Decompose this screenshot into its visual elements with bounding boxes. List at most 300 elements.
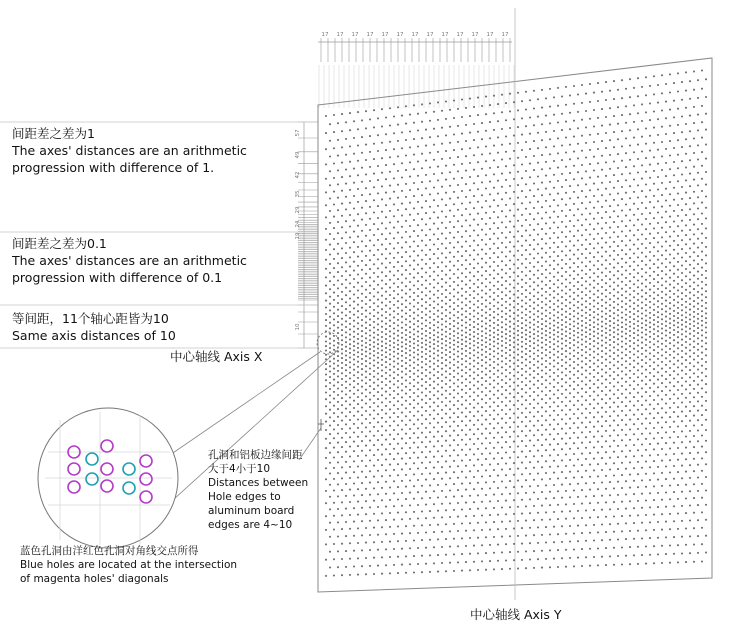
perforation-hole (597, 296, 599, 298)
perforation-hole (669, 313, 671, 315)
perforation-hole (701, 497, 703, 499)
perforation-hole (641, 507, 643, 509)
perforation-hole (505, 280, 507, 282)
perforation-hole (337, 295, 339, 297)
perforation-hole (345, 294, 347, 296)
perforation-hole (465, 366, 467, 368)
perforation-hole (537, 243, 539, 245)
perforation-hole (581, 565, 583, 567)
perforation-hole (369, 312, 371, 314)
perforation-hole (581, 334, 583, 336)
perforation-hole (345, 381, 347, 383)
perforation-hole (653, 127, 655, 129)
perforation-hole (341, 257, 343, 259)
perforation-hole (469, 508, 471, 510)
perforation-hole (493, 367, 495, 369)
perforation-hole (453, 308, 455, 310)
top-dimension-label: 17 (367, 32, 374, 38)
perforation-hole (589, 333, 591, 335)
perforation-hole (449, 466, 451, 468)
perforation-hole (393, 191, 395, 193)
perforation-hole (537, 402, 539, 404)
perforation-hole (645, 391, 647, 393)
perforation-hole (433, 233, 435, 235)
perforation-hole (617, 319, 619, 321)
perforation-hole (509, 231, 511, 233)
perforation-hole (425, 254, 427, 256)
perforation-hole (489, 152, 491, 154)
perforation-hole (505, 119, 507, 121)
perforation-hole (333, 306, 335, 308)
perforation-hole (469, 352, 471, 354)
perforation-hole (489, 274, 491, 276)
perforation-hole (533, 342, 535, 344)
perforation-hole (465, 219, 467, 221)
perforation-hole (361, 269, 363, 271)
perforation-hole (557, 255, 559, 257)
perforation-hole (421, 218, 423, 220)
perforation-hole (537, 252, 539, 254)
perforation-hole (525, 353, 527, 355)
perforation-hole (649, 506, 651, 508)
perforation-hole (409, 457, 411, 459)
perforation-hole (401, 303, 403, 305)
perforation-hole (405, 474, 407, 476)
perforation-hole (385, 405, 387, 407)
perforation-hole (645, 292, 647, 294)
perforation-hole (489, 320, 491, 322)
perforation-hole (373, 337, 375, 339)
perforation-hole (557, 105, 559, 107)
perforation-hole (509, 315, 511, 317)
perforation-hole (525, 156, 527, 158)
perforation-hole (621, 385, 623, 387)
perforation-hole (541, 123, 543, 125)
perforation-hole (337, 521, 339, 523)
perforation-hole (377, 276, 379, 278)
side-dimension-label: 24 (295, 220, 301, 227)
perforation-hole (497, 514, 499, 516)
perforation-hole (553, 329, 555, 331)
perforation-hole (493, 469, 495, 471)
perforation-hole (581, 373, 583, 375)
perforation-hole (697, 327, 699, 329)
perforation-hole (645, 418, 647, 420)
perforation-hole (625, 508, 627, 510)
perforation-hole (501, 409, 503, 411)
perforation-hole (353, 301, 355, 303)
perforation-hole (705, 419, 707, 421)
perforation-hole (333, 267, 335, 269)
perforation-hole (377, 470, 379, 472)
perforation-hole (665, 273, 667, 275)
perforation-hole (369, 344, 371, 346)
perforation-hole (377, 398, 379, 400)
perforation-hole (625, 235, 627, 237)
perforation-hole (397, 474, 399, 476)
perforation-hole (625, 468, 627, 470)
perforation-hole (469, 553, 471, 555)
perforation-hole (413, 571, 415, 573)
perforation-hole (661, 245, 663, 247)
perforation-hole (577, 496, 579, 498)
perforation-hole (409, 389, 411, 391)
perforation-hole (621, 281, 623, 283)
perforation-hole (441, 233, 443, 235)
perforation-hole (561, 459, 563, 461)
perforation-hole (641, 150, 643, 152)
top-dimension-label: 17 (382, 32, 389, 38)
perforation-hole (489, 266, 491, 268)
perforation-hole (505, 333, 507, 335)
perforation-hole (541, 294, 543, 296)
perforation-hole (569, 332, 571, 334)
perforation-hole (545, 386, 547, 388)
perforation-hole (465, 240, 467, 242)
perforation-hole (433, 294, 435, 296)
perforation-hole (365, 360, 367, 362)
perforation-hole (469, 375, 471, 377)
perforation-hole (337, 360, 339, 362)
perforation-hole (529, 189, 531, 191)
perforation-hole (541, 301, 543, 303)
perforation-hole (361, 300, 363, 302)
perforation-hole (677, 154, 679, 156)
perforation-hole (393, 290, 395, 292)
perforation-hole (641, 479, 643, 481)
perforation-hole (569, 371, 571, 373)
perforation-hole (341, 357, 343, 359)
perforation-hole (593, 300, 595, 302)
perforation-hole (509, 385, 511, 387)
perforation-hole (629, 419, 631, 421)
perforation-hole (597, 547, 599, 549)
perforation-hole (501, 326, 503, 328)
perforation-hole (565, 490, 567, 492)
perforation-hole (429, 539, 431, 541)
perforation-hole (701, 315, 703, 317)
perforation-hole (605, 200, 607, 202)
perforation-hole (673, 100, 675, 102)
perforation-hole (453, 325, 455, 327)
perforation-hole (669, 245, 671, 247)
perforation-hole (677, 397, 679, 399)
perforation-hole (493, 401, 495, 403)
perforation-hole (405, 334, 407, 336)
perforation-hole (477, 347, 479, 349)
perforation-hole (669, 498, 671, 500)
perforation-hole (325, 354, 327, 356)
perforation-hole (341, 266, 343, 268)
perforation-hole (589, 360, 591, 362)
perforation-hole (453, 288, 455, 290)
perforation-hole (353, 358, 355, 360)
perforation-hole (697, 238, 699, 240)
perforation-hole (473, 476, 475, 478)
perforation-hole (329, 210, 331, 212)
perforation-hole (433, 271, 435, 273)
perforation-hole (473, 182, 475, 184)
perforation-hole (617, 291, 619, 293)
perforation-hole (537, 201, 539, 203)
perforation-hole (489, 358, 491, 360)
perforation-hole (641, 336, 643, 338)
perforation-hole (461, 133, 463, 135)
perforation-hole (605, 430, 607, 432)
perforation-hole (697, 79, 699, 81)
perforation-hole (633, 353, 635, 355)
perforation-hole (489, 308, 491, 310)
perforation-hole (641, 353, 643, 355)
perforation-hole (621, 351, 623, 353)
perforation-hole (657, 250, 659, 252)
perforation-hole (505, 294, 507, 296)
perforation-hole (641, 233, 643, 235)
perforation-hole (621, 410, 623, 412)
perforation-hole (585, 239, 587, 241)
perforation-hole (625, 192, 627, 194)
perforation-hole (561, 324, 563, 326)
perforation-hole (521, 412, 523, 414)
perforation-hole (473, 139, 475, 141)
perforation-hole (557, 327, 559, 329)
perforation-hole (553, 260, 555, 262)
perforation-hole (489, 442, 491, 444)
perforation-hole (681, 81, 683, 83)
perforation-hole (433, 445, 435, 447)
perforation-hole (449, 232, 451, 234)
perforation-hole (561, 302, 563, 304)
perforation-hole (605, 132, 607, 134)
perforation-hole (473, 154, 475, 156)
perforation-hole (381, 125, 383, 127)
perforation-hole (337, 381, 339, 383)
perforation-hole (381, 387, 383, 389)
perforation-hole (345, 279, 347, 281)
perforation-hole (497, 364, 499, 366)
perforation-hole (417, 410, 419, 412)
perforation-hole (589, 149, 591, 151)
perforation-hole (517, 209, 519, 211)
perforation-hole (573, 565, 575, 567)
perforation-hole (493, 332, 495, 334)
perforation-hole (385, 275, 387, 277)
perforation-hole (669, 436, 671, 438)
perforation-hole (681, 363, 683, 365)
perforation-hole (629, 305, 631, 307)
perforation-hole (681, 333, 683, 335)
perforation-hole (673, 345, 675, 347)
perforation-hole (393, 148, 395, 150)
perforation-hole (485, 367, 487, 369)
perforation-hole (361, 136, 363, 138)
perforation-hole (613, 258, 615, 260)
perforation-hole (421, 510, 423, 512)
perforation-hole (445, 509, 447, 511)
perforation-hole (705, 348, 707, 350)
perforation-hole (693, 483, 695, 485)
perforation-hole (409, 411, 411, 413)
perforation-hole (337, 309, 339, 311)
perforation-hole (665, 305, 667, 307)
perforation-hole (549, 280, 551, 282)
perforation-hole (341, 466, 343, 468)
perforation-hole (693, 191, 695, 193)
perforation-hole (457, 141, 459, 143)
perforation-hole (473, 315, 475, 317)
perforation-hole (637, 305, 639, 307)
perforation-hole (577, 208, 579, 210)
perforation-hole (529, 340, 531, 342)
perforation-hole (617, 333, 619, 335)
perforation-hole (381, 464, 383, 466)
perforation-hole (381, 381, 383, 383)
perforation-hole (693, 458, 695, 460)
perforation-hole (569, 427, 571, 429)
perforation-hole (409, 349, 411, 351)
perforation-hole (409, 130, 411, 132)
perforation-hole (617, 245, 619, 247)
perforation-hole (549, 478, 551, 480)
perforation-hole (361, 507, 363, 509)
perforation-hole (377, 565, 379, 567)
perforation-hole (601, 325, 603, 327)
perforation-hole (493, 350, 495, 352)
perforation-hole (349, 455, 351, 457)
perforation-hole (333, 147, 335, 149)
perforation-hole (677, 225, 679, 227)
perforation-hole (513, 431, 515, 433)
perforation-hole (457, 108, 459, 110)
perforation-hole (441, 210, 443, 212)
perforation-hole (353, 182, 355, 184)
perforation-hole (613, 371, 615, 373)
perforation-hole (633, 337, 635, 339)
perforation-hole (453, 117, 455, 119)
perforation-hole (437, 450, 439, 452)
perforation-hole (605, 475, 607, 477)
perforation-hole (617, 389, 619, 391)
perforation-hole (513, 294, 515, 296)
perforation-hole (609, 285, 611, 287)
perforation-hole (437, 282, 439, 284)
perforation-hole (661, 194, 663, 196)
perforation-hole (429, 461, 431, 463)
perforation-hole (677, 72, 679, 74)
perforation-hole (573, 245, 575, 247)
perforation-hole (393, 564, 395, 566)
perforation-hole (361, 313, 363, 315)
perforation-hole (693, 470, 695, 472)
perforation-hole (553, 372, 555, 374)
perforation-hole (413, 342, 415, 344)
perforation-hole (533, 107, 535, 109)
perforation-hole (637, 500, 639, 502)
perforation-hole (673, 257, 675, 259)
perforation-hole (361, 152, 363, 154)
perforation-hole (505, 347, 507, 349)
perforation-hole (501, 568, 503, 570)
perforation-hole (609, 315, 611, 317)
perforation-hole (533, 358, 535, 360)
perforation-hole (445, 390, 447, 392)
perforation-hole (701, 151, 703, 153)
perforation-hole (477, 357, 479, 359)
perforation-hole (573, 262, 575, 264)
perforation-hole (533, 266, 535, 268)
perforation-hole (601, 416, 603, 418)
perforation-hole (385, 384, 387, 386)
perforation-hole (413, 338, 415, 340)
perforation-hole (353, 450, 355, 452)
perforation-hole (421, 385, 423, 387)
perforation-hole (693, 325, 695, 327)
perforation-hole (649, 379, 651, 381)
perforation-hole (521, 117, 523, 119)
perforation-hole (521, 341, 523, 343)
perforation-hole (445, 405, 447, 407)
perforation-hole (397, 453, 399, 455)
perforation-hole (445, 383, 447, 385)
perforation-hole (397, 374, 399, 376)
perforation-hole (589, 243, 591, 245)
perforation-hole (389, 464, 391, 466)
perforation-hole (653, 271, 655, 273)
perforation-hole (509, 378, 511, 380)
perforation-hole (421, 414, 423, 416)
perforation-hole (357, 310, 359, 312)
perforation-hole (601, 469, 603, 471)
perforation-hole (377, 318, 379, 320)
perforation-hole (557, 356, 559, 358)
perforation-hole (593, 340, 595, 342)
perforation-hole (405, 424, 407, 426)
perforation-hole (609, 329, 611, 331)
perforation-hole (585, 336, 587, 338)
perforation-hole (429, 378, 431, 380)
perforation-hole (497, 463, 499, 465)
perforation-hole (677, 459, 679, 461)
perforation-hole (489, 370, 491, 372)
perforation-hole (653, 448, 655, 450)
perforation-hole (525, 183, 527, 185)
perforation-hole (649, 352, 651, 354)
perforation-hole (465, 434, 467, 436)
perforation-hole (561, 385, 563, 387)
perforation-hole (377, 343, 379, 345)
perforation-hole (537, 411, 539, 413)
perforation-hole (369, 392, 371, 394)
perforation-hole (537, 175, 539, 177)
perforation-hole (429, 102, 431, 104)
perforation-hole (689, 271, 691, 273)
perforation-hole (657, 311, 659, 313)
perforation-hole (673, 199, 675, 201)
perforation-hole (529, 361, 531, 363)
perforation-hole (601, 293, 603, 295)
perforation-hole (413, 219, 415, 221)
perforation-hole (409, 492, 411, 494)
perforation-hole (437, 431, 439, 433)
perforation-hole (489, 500, 491, 502)
perforation-hole (381, 526, 383, 528)
perforation-hole (341, 298, 343, 300)
perforation-hole (577, 346, 579, 348)
perforation-hole (513, 396, 515, 398)
perforation-hole (661, 417, 663, 419)
perforation-hole (645, 228, 647, 230)
perforation-hole (493, 222, 495, 224)
